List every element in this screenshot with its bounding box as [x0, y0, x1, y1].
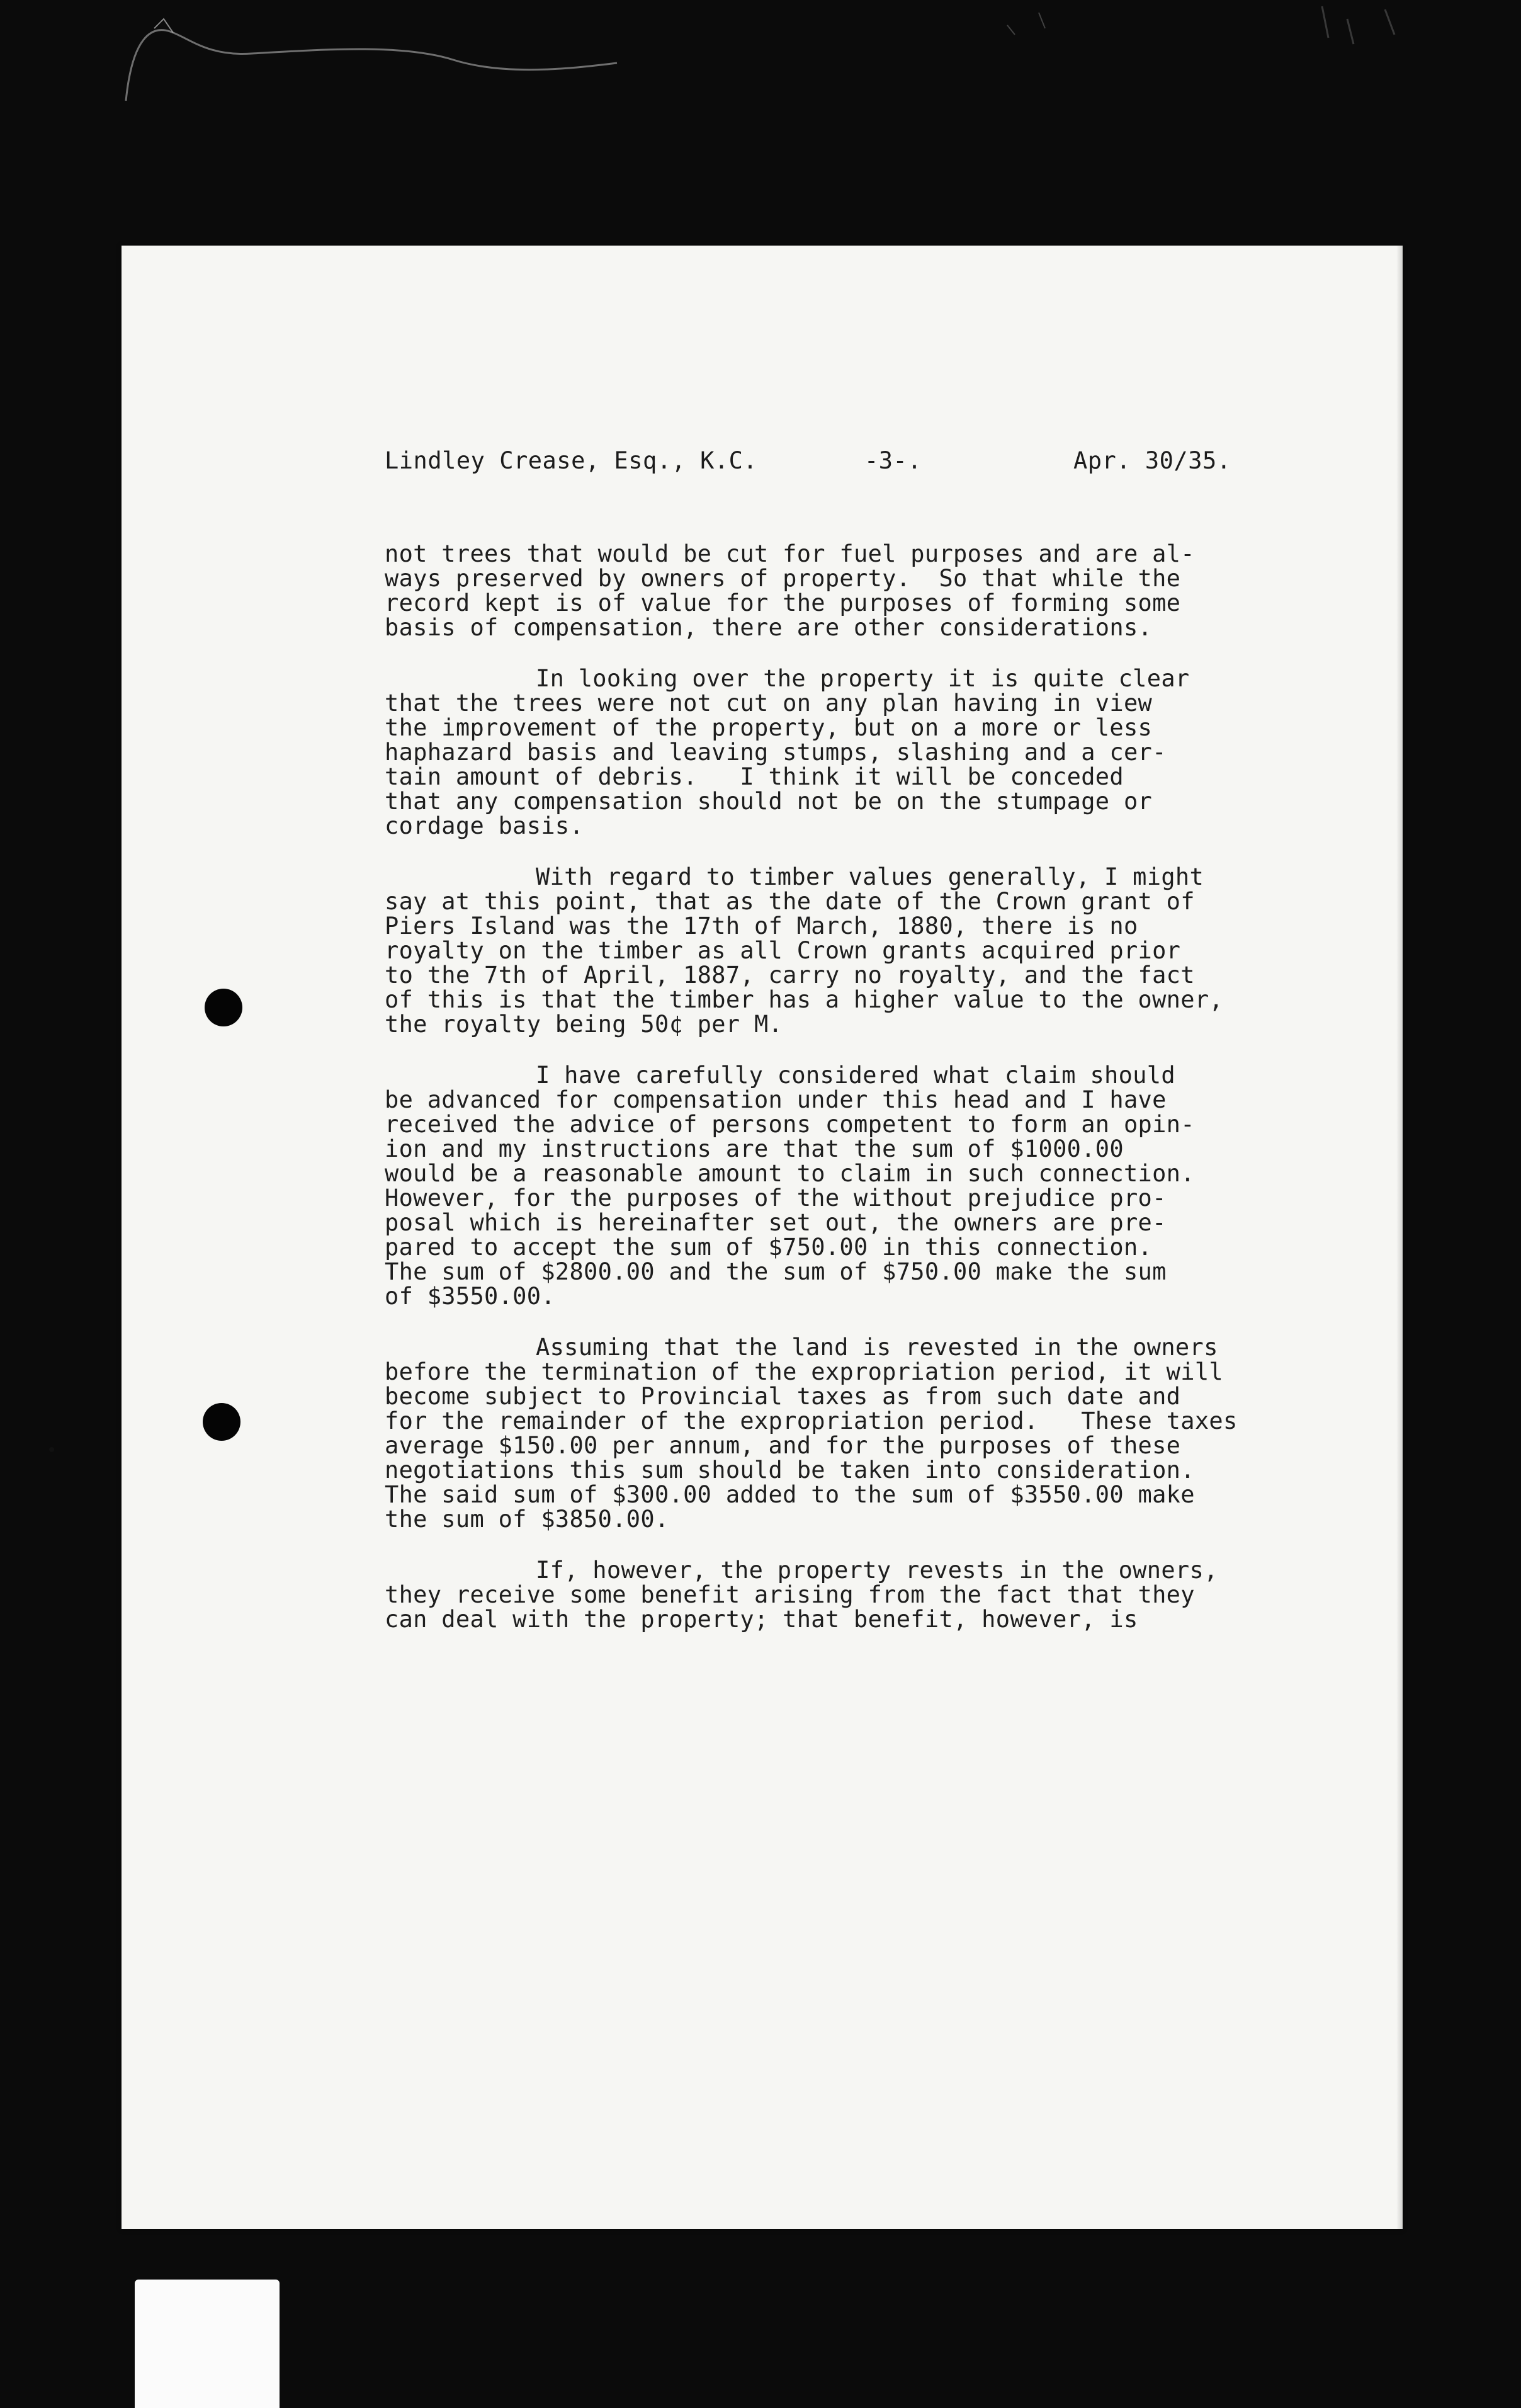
header-date: Apr. 30/35. [1073, 447, 1231, 474]
text-line: that any compensation should not be on the stumpage or [385, 788, 1153, 815]
text-line: I have carefully considered what claim should [536, 1062, 1175, 1089]
header-page-number: -3-. [864, 447, 922, 474]
text-line: the improvement of the property, but on a more or less [385, 714, 1153, 741]
text-line: the royalty being 50¢ per M. [385, 1011, 783, 1038]
text-line: Assuming that the land is revested in the owners [536, 1334, 1218, 1361]
text-line: pared to accept the sum of $750.00 in this connection. [385, 1234, 1153, 1261]
text-line: Piers Island was the 17th of March, 1880, there is no [385, 912, 1138, 940]
text-line: can deal with the property; that benefit, however, is [385, 1606, 1138, 1633]
text-line: for the remainder of the expropriation period. These taxes [385, 1407, 1238, 1434]
text-line: would be a reasonable amount to claim in such connection. [385, 1160, 1195, 1187]
text-line: they receive some benefit arising from the fact that they [385, 1581, 1195, 1608]
film-frame-label [135, 2280, 280, 2408]
punch-hole [205, 989, 242, 1026]
paragraph [385, 542, 1405, 640]
paragraph [385, 1335, 1405, 1531]
text-line: received the advice of persons competent to form an opin- [385, 1111, 1195, 1138]
text-line: average $150.00 per annum, and for the purposes of these [385, 1432, 1181, 1459]
letter-body [385, 542, 1405, 1658]
text-line: that the trees were not cut on any plan having in view [385, 690, 1153, 717]
paragraph [385, 865, 1405, 1036]
text-line: If, however, the property revests in the owners, [536, 1557, 1218, 1584]
text-line: posal which is hereinafter set out, the owners are pre- [385, 1209, 1167, 1236]
text-line: not trees that would be cut for fuel purposes and are al- [385, 540, 1195, 567]
text-line: say at this point, that as the date of the Crown grant of [385, 888, 1195, 915]
text-line: ways preserved by owners of property. So that while the [385, 565, 1181, 592]
text-line: haphazard basis and leaving stumps, slashing and a cer- [385, 739, 1167, 766]
text-line: With regard to timber values generally, I might [536, 863, 1204, 890]
text-line: tain amount of debris. I think it will be conceded [385, 763, 1124, 790]
text-line: In looking over the property it is quite clear [536, 665, 1190, 692]
text-line: basis of compensation, there are other considerations. [385, 614, 1153, 641]
text-line: royalty on the timber as all Crown grants acquired prior [385, 937, 1181, 964]
text-line: before the termination of the expropriation period, it will [385, 1358, 1223, 1385]
punch-hole [203, 1403, 240, 1441]
paragraph [385, 1558, 1405, 1632]
text-line: cordage basis. [385, 812, 584, 839]
text-line: negotiations this sum should be taken into consideration. [385, 1457, 1195, 1484]
text-line: be advanced for compensation under this head and I have [385, 1086, 1167, 1113]
letter-page [122, 246, 1403, 2229]
text-line: The said sum of $300.00 added to the sum of $3550.00 make [385, 1481, 1195, 1508]
film-scratch [0, 0, 1521, 164]
text-line: of this is that the timber has a higher value to the owner, [385, 986, 1223, 1013]
text-line: become subject to Provincial taxes as from such date and [385, 1383, 1181, 1410]
page-header [122, 447, 1403, 485]
text-line: record kept is of value for the purposes of forming some [385, 589, 1181, 616]
header-addressee: Lindley Crease, Esq., K.C. [385, 447, 758, 474]
paragraph [385, 1063, 1405, 1309]
text-line: ion and my instructions are that the sum of $1000.00 [385, 1135, 1124, 1162]
paragraph [385, 666, 1405, 838]
text-line: However, for the purposes of the without prejudice pro- [385, 1184, 1167, 1212]
text-line: of $3550.00. [385, 1283, 555, 1310]
film-speck [49, 1447, 54, 1452]
text-line: the sum of $3850.00. [385, 1506, 669, 1533]
text-line: to the 7th of April, 1887, carry no royalty, and the fact [385, 962, 1195, 989]
text-line: The sum of $2800.00 and the sum of $750.00 make the sum [385, 1258, 1167, 1285]
